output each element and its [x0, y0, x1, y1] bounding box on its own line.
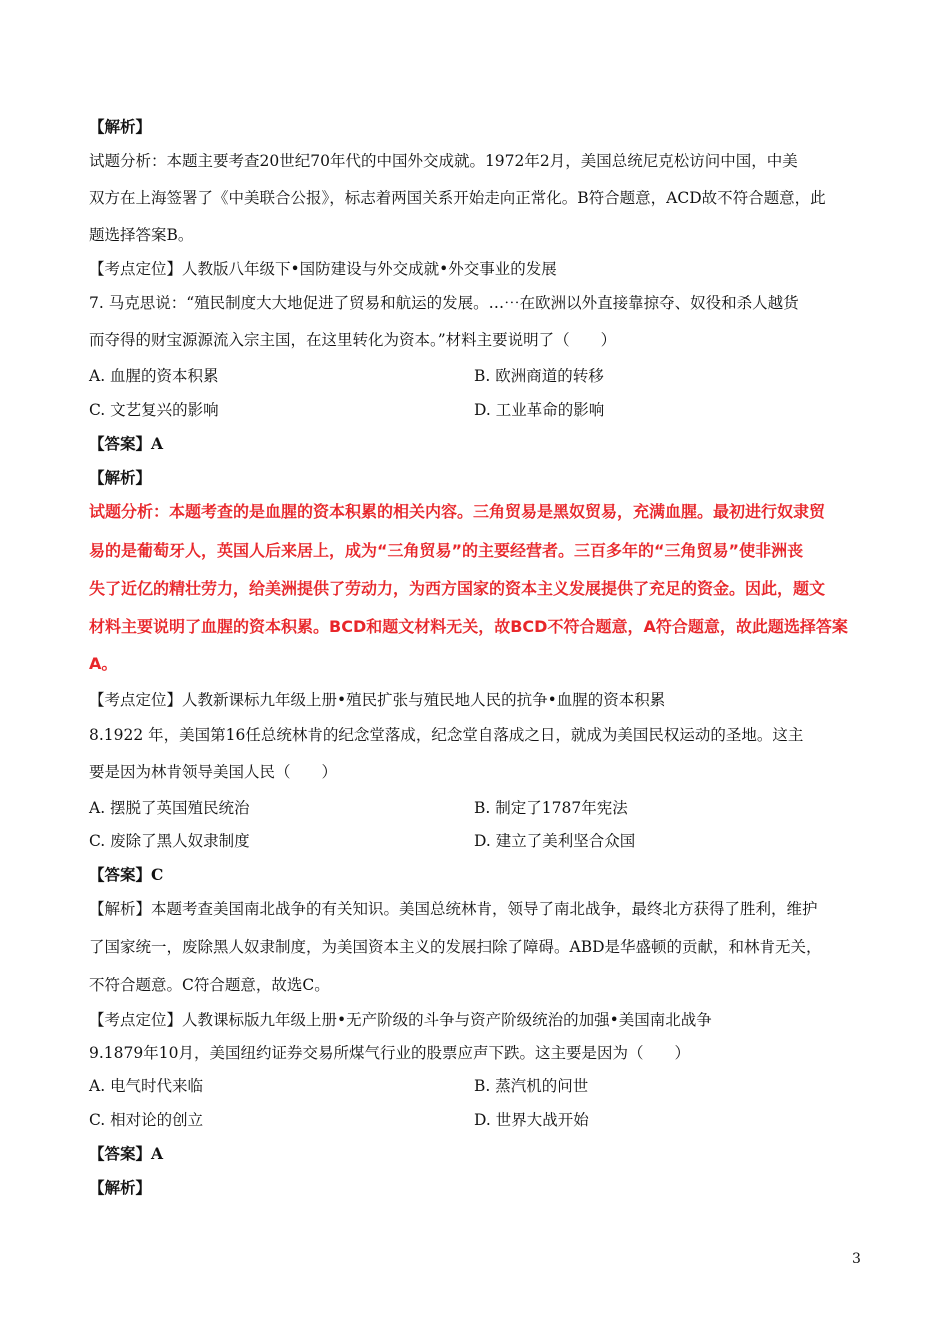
- option-d: D. 世界大战开始: [474, 1111, 589, 1129]
- option-row: [89, 1076, 589, 1096]
- option-c: C. 废除了黑人奴隶制度: [89, 832, 250, 850]
- kaodian-line: 【考点定位】人教版八年级下•国防建设与外交成就•外交事业的发展: [89, 260, 557, 278]
- kaodian-line: 【考点定位】人教新课标九年级上册•殖民扩张与殖民地人民的抗争•血腥的资本积累: [89, 691, 666, 709]
- kaodian-line: 【考点定位】人教课标版九年级上册•无产阶级的斗争与资产阶级统治的加强•美国南北战争: [89, 1011, 712, 1029]
- option-a: A. 电气时代来临: [89, 1077, 204, 1095]
- option-d: D. 工业革命的影响: [474, 401, 605, 419]
- option-c: C. 相对论的创立: [89, 1111, 204, 1129]
- question-stem: 而夺得的财宝源源流入宗主国，在这里转化为资本。”材料主要说明了（ ）: [89, 331, 617, 349]
- page-number: 3: [852, 1251, 861, 1267]
- option-row: [89, 400, 605, 420]
- question-stem: 9.1879年10月，美国纽约证券交易所煤气行业的股票应声下跌。这主要是因为（ ）: [89, 1044, 690, 1062]
- answer-line: 【答案】A: [89, 1144, 164, 1163]
- analysis-label: 【解析】: [89, 117, 152, 136]
- analysis-line: 【解析】本题考查美国南北战争的有关知识。美国总统林肯，领导了南北战争，最终北方获得了胜利，维护: [89, 900, 818, 918]
- analysis-line-highlighted: 失了近亿的精壮劳力，给美洲提供了劳动力，为西方国家的资本主义发展提供了充足的资金。因此，题文: [89, 579, 826, 598]
- option-b: B. 欧洲商道的转移: [474, 367, 604, 385]
- analysis-line-highlighted: 试题分析：本题考查的是血腥的资本积累的相关内容。三角贸易是黑奴贸易，充满血腥。最初进行奴隶贸: [89, 502, 826, 521]
- option-row: [89, 798, 628, 818]
- option-c: C. 文艺复兴的影响: [89, 401, 219, 419]
- option-d: D. 建立了美利坚合众国: [474, 832, 636, 850]
- analysis-line-highlighted: 材料主要说明了血腥的资本积累。BCD和题文材料无关，故BCD不符合题意，A符合题意，故此题选择答案: [89, 617, 848, 636]
- analysis-line: 双方在上海签署了《中美联合公报》，标志着两国关系开始走向正常化。B符合题意，ACD故不符合题意，此: [89, 189, 826, 207]
- option-row: [89, 831, 636, 851]
- question-stem: 要是因为林肯领导美国人民（ ）: [89, 763, 338, 781]
- analysis-line: 试题分析：本题主要考查20世纪70年代的中国外交成就。1972年2月，美国总统尼克松访问中国，中美: [89, 152, 798, 170]
- answer-line: 【答案】C: [89, 865, 164, 884]
- analysis-label: 【解析】: [89, 468, 152, 487]
- option-row: [89, 1110, 589, 1130]
- option-b: B. 制定了1787年宪法: [474, 799, 628, 817]
- option-b: B. 蒸汽机的问世: [474, 1077, 589, 1095]
- analysis-line: 不符合题意。C符合题意，故选C。: [89, 976, 330, 994]
- analysis-line-highlighted: 易的是葡萄牙人，英国人后来居上，成为“三角贸易”的主要经营者。三百多年的“三角贸易”使非洲丧: [89, 541, 804, 560]
- analysis-label: 【解析】: [89, 1178, 152, 1197]
- analysis-line: 题选择答案B。: [89, 226, 194, 244]
- analysis-line-highlighted: A。: [89, 654, 118, 673]
- option-row: [89, 366, 604, 386]
- answer-line: 【答案】A: [89, 434, 164, 453]
- analysis-line: 了国家统一，废除黑人奴隶制度，为美国资本主义的发展扫除了障碍。ABD是华盛顿的贡献，和林肯无关，: [89, 938, 822, 956]
- option-a: A. 血腥的资本积累: [89, 367, 219, 385]
- question-stem: 7. 马克思说：“殖民制度大大地促进了贸易和航运的发展。…⋯在欧洲以外直接靠掠夺、奴役和杀人越货: [89, 294, 799, 312]
- option-a: A. 摆脱了英国殖民统治: [89, 799, 250, 817]
- question-stem: 8.1922 年，美国第16任总统林肯的纪念堂落成，纪念堂自落成之日，就成为美国民权运动的圣地。这主: [89, 726, 804, 744]
